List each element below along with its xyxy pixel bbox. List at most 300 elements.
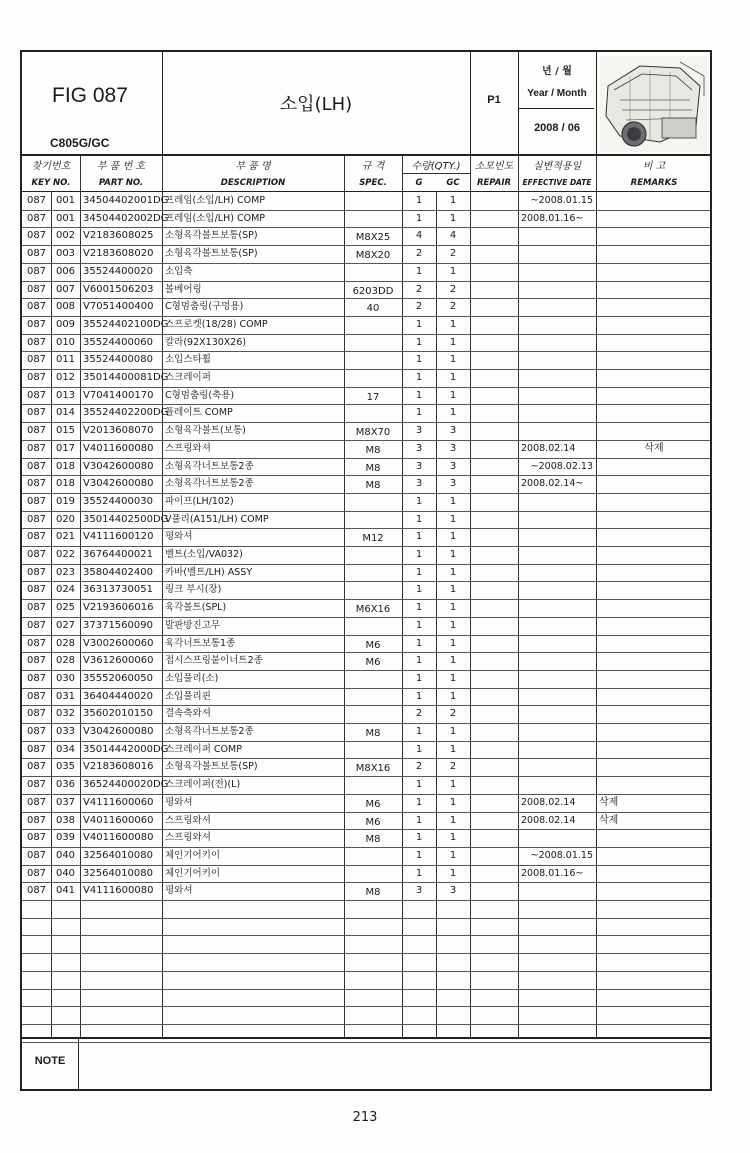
cell-eff: ~2008.01.15 xyxy=(530,195,593,206)
cell-g: 1 xyxy=(415,372,423,383)
cell-gc: 1 xyxy=(449,495,457,507)
cell-desc: 육각너트보통1종 xyxy=(165,637,236,649)
cell-desc: 평와셔 xyxy=(165,796,193,808)
cell-desc: 벨트(소입/VA032) xyxy=(165,549,243,560)
cell-part: V3002600060 xyxy=(83,637,154,649)
cell-gc: 1 xyxy=(449,265,457,277)
machine-thumbnail-image xyxy=(600,56,708,152)
cell-fig: 087 xyxy=(26,690,47,702)
cell-g: 1 xyxy=(415,549,423,560)
cell-desc: 소입풀리핀 xyxy=(165,690,211,702)
cell-gc: 1 xyxy=(449,336,457,348)
year-month-kr: 년 / 월 xyxy=(542,66,572,77)
cell-spec: M8X16 xyxy=(355,763,391,775)
cell-fig: 087 xyxy=(26,619,47,631)
issue-date: 2008 / 06 xyxy=(534,122,580,134)
cell-fig: 087 xyxy=(26,460,47,472)
cell-desc: 소입스타휠 xyxy=(165,354,211,366)
cell-part: 35524400020 xyxy=(83,265,153,277)
cell-part: V4111600120 xyxy=(83,531,154,543)
cell-fig: 087 xyxy=(26,885,47,897)
cell-g: 2 xyxy=(415,761,423,773)
cell-key: 013 xyxy=(55,389,76,401)
cell-key: 025 xyxy=(55,602,76,614)
col-spec-en: SPEC. xyxy=(359,178,387,188)
cell-part: V3042600080 xyxy=(83,460,154,472)
col-spec-kr: 규 격 xyxy=(361,161,385,172)
cell-desc: 스크레이퍼(전)(L) xyxy=(165,779,241,791)
cell-key: 040 xyxy=(55,867,76,879)
cell-g: 1 xyxy=(415,867,423,879)
cell-key: 008 xyxy=(55,301,76,313)
cell-desc: 카바(벨트/LH) ASSY xyxy=(165,566,253,578)
cell-fig: 087 xyxy=(26,301,47,313)
header-block xyxy=(20,50,712,156)
cell-gc: 1 xyxy=(449,513,457,525)
cell-gc: 1 xyxy=(449,389,457,401)
cell-key: 024 xyxy=(55,584,76,596)
cell-fig: 087 xyxy=(26,832,47,844)
col-key-en: KEY NO. xyxy=(31,178,71,188)
cell-spec: M8 xyxy=(365,480,381,492)
cell-part: V7041400170 xyxy=(83,389,154,401)
cell-fig: 087 xyxy=(26,336,47,348)
cell-key: 030 xyxy=(55,672,76,684)
cell-gc: 1 xyxy=(449,318,457,330)
cell-desc: 스프로켓(18/28) COMP xyxy=(165,318,268,330)
cell-desc: 발판방진고무 xyxy=(165,619,221,631)
cell-part: V4011600080 xyxy=(83,442,154,454)
cell-desc: 스크레이퍼 COMP xyxy=(165,743,242,755)
cell-gc: 1 xyxy=(449,584,457,596)
cell-gc: 4 xyxy=(449,230,457,242)
cell-fig: 087 xyxy=(26,425,47,437)
cell-key: 031 xyxy=(55,690,76,702)
cell-part: V2013608070 xyxy=(83,425,154,437)
cell-fig: 087 xyxy=(26,549,47,560)
cell-part: V2183608025 xyxy=(83,230,154,242)
cell-desc: C형멈춤링(구멍용) xyxy=(165,301,244,313)
cell-key: 010 xyxy=(55,336,76,348)
cell-part: V4011600080 xyxy=(83,832,154,844)
cell-key: 032 xyxy=(55,708,76,720)
col-key-kr: 찾기번호 xyxy=(31,161,71,172)
cell-g: 3 xyxy=(415,442,423,454)
cell-spec: 6203DD xyxy=(352,285,394,297)
cell-spec: M12 xyxy=(362,533,384,545)
cell-part: 35524400060 xyxy=(83,336,153,348)
cell-gc: 1 xyxy=(449,637,457,649)
cell-part: 34504402001DG xyxy=(83,195,169,206)
cell-gc: 1 xyxy=(449,372,457,383)
cell-desc: 소형육각볼트보통(SP) xyxy=(165,248,258,260)
cell-fig: 087 xyxy=(26,372,47,383)
page-code: P1 xyxy=(487,94,501,106)
cell-fig: 087 xyxy=(26,637,47,649)
cell-gc: 1 xyxy=(449,407,457,419)
cell-fig: 087 xyxy=(26,318,47,330)
cell-spec: 40 xyxy=(366,303,380,315)
cell-part: V4011600060 xyxy=(83,814,154,826)
cell-spec: M6 xyxy=(365,657,381,669)
cell-desc: 프레임(소입/LH) COMP xyxy=(165,195,265,206)
cell-g: 4 xyxy=(415,230,423,242)
parts-table xyxy=(20,156,712,1039)
cell-spec: 17 xyxy=(366,391,380,403)
cell-part: 35014442000DG xyxy=(83,743,169,755)
cell-desc: 소형육각볼트보통(SP) xyxy=(165,230,258,242)
cell-part: 36764400021 xyxy=(83,549,153,560)
cell-fig: 087 xyxy=(26,584,47,596)
cell-desc: 칼라(92X130X26) xyxy=(165,336,247,348)
cell-fig: 087 xyxy=(26,867,47,879)
cell-part: 36313730051 xyxy=(83,584,153,596)
cell-fig: 087 xyxy=(26,389,47,401)
cell-g: 1 xyxy=(415,849,423,861)
cell-desc: 스프링와셔 xyxy=(165,832,211,844)
cell-g: 3 xyxy=(415,885,423,897)
cell-fig: 087 xyxy=(26,478,47,490)
fig-number: FIG 087 xyxy=(52,84,128,107)
cell-fig: 087 xyxy=(26,743,47,755)
cell-rem: 삭제 xyxy=(599,814,619,826)
cell-key: 001 xyxy=(55,212,76,224)
cell-g: 1 xyxy=(415,566,423,578)
cell-fig: 087 xyxy=(26,761,47,773)
cell-spec: M8 xyxy=(365,887,381,899)
cell-g: 1 xyxy=(415,354,423,366)
cell-part: 35014402500DG xyxy=(83,513,169,525)
cell-gc: 1 xyxy=(449,602,457,614)
cell-g: 3 xyxy=(415,425,423,437)
cell-key: 023 xyxy=(55,566,76,578)
cell-gc: 3 xyxy=(449,460,457,472)
cell-part: 35804402400 xyxy=(83,566,153,578)
cell-gc: 1 xyxy=(449,566,457,578)
cell-desc: 결속축와셔 xyxy=(165,708,211,720)
cell-key: 028 xyxy=(55,637,76,649)
page-title: 소입(LH) xyxy=(279,94,353,115)
cell-gc: 2 xyxy=(449,248,457,260)
col-eff-en: EFFECTIVE DATE xyxy=(522,178,592,187)
cell-gc: 3 xyxy=(449,478,457,490)
col-eff-kr: 실변적용일 xyxy=(532,161,582,172)
cell-key: 018 xyxy=(55,478,76,490)
cell-eff: 2008.01.16~ xyxy=(521,867,584,879)
year-month-en: Year / Month xyxy=(527,88,587,99)
cell-part: 37371560090 xyxy=(83,619,153,631)
cell-part: V7051400400 xyxy=(83,301,154,313)
cell-fig: 087 xyxy=(26,779,47,791)
cell-gc: 1 xyxy=(449,619,457,631)
cell-key: 039 xyxy=(55,832,76,844)
cell-gc: 1 xyxy=(449,867,457,879)
cell-key: 037 xyxy=(55,796,76,808)
cell-gc: 2 xyxy=(449,708,457,720)
cell-key: 018 xyxy=(55,460,76,472)
cell-spec: M8 xyxy=(365,728,381,739)
cell-key: 020 xyxy=(55,513,76,525)
cell-g: 1 xyxy=(415,619,423,631)
cell-key: 041 xyxy=(55,885,76,897)
cell-spec: M6 xyxy=(365,798,381,810)
cell-part: V2193606016 xyxy=(83,602,154,614)
cell-gc: 1 xyxy=(449,195,457,206)
cell-part: 35014400081DG xyxy=(83,372,169,383)
cell-gc: 1 xyxy=(449,354,457,366)
cell-gc: 2 xyxy=(449,761,457,773)
cell-part: V3042600080 xyxy=(83,726,154,737)
cell-part: V3042600080 xyxy=(83,478,154,490)
cell-g: 1 xyxy=(415,584,423,596)
col-desc-en: DESCRIPTION xyxy=(220,178,286,188)
cell-part: 35524400080 xyxy=(83,354,153,366)
cell-desc: 평와셔 xyxy=(165,885,193,897)
cell-key: 017 xyxy=(55,442,76,454)
cell-eff: ~2008.02.13 xyxy=(530,460,593,472)
cell-gc: 1 xyxy=(449,655,457,667)
cell-key: 014 xyxy=(55,407,76,419)
cell-key: 021 xyxy=(55,531,76,543)
cell-eff: 2008.02.14~ xyxy=(521,478,584,490)
cell-desc: 스프링와셔 xyxy=(165,814,211,826)
cell-part: 35524400030 xyxy=(83,495,153,507)
cell-fig: 087 xyxy=(26,407,47,419)
cell-key: 022 xyxy=(55,549,76,560)
cell-fig: 087 xyxy=(26,230,47,242)
cell-g: 2 xyxy=(415,301,423,313)
col-qty-gc: GC xyxy=(446,178,460,188)
cell-spec: M8 xyxy=(365,462,381,474)
cell-desc: 접시스프링붙이너트2종 xyxy=(165,655,263,667)
cell-spec: M6 xyxy=(365,816,381,828)
cell-eff: 2008.01.16~ xyxy=(521,212,584,224)
cell-spec: M6 xyxy=(365,639,381,651)
cell-gc: 1 xyxy=(449,814,457,826)
cell-g: 1 xyxy=(415,265,423,277)
cell-rem: 삭제 xyxy=(644,442,664,454)
cell-fig: 087 xyxy=(26,495,47,507)
col-rem-kr: 비 고 xyxy=(642,161,666,172)
cell-fig: 087 xyxy=(26,513,47,525)
cell-fig: 087 xyxy=(26,354,47,366)
cell-gc: 1 xyxy=(449,672,457,684)
col-desc-kr: 부 품 명 xyxy=(235,161,271,172)
cell-gc: 1 xyxy=(449,690,457,702)
cell-eff: 2008.02.14 xyxy=(521,442,576,454)
cell-part: V4111600060 xyxy=(83,796,154,808)
cell-key: 009 xyxy=(55,318,76,330)
cell-g: 1 xyxy=(415,389,423,401)
cell-desc: 스프링와셔 xyxy=(165,442,211,454)
cell-gc: 1 xyxy=(449,743,457,755)
cell-part: 35552060050 xyxy=(83,672,153,684)
cell-gc: 1 xyxy=(449,779,457,791)
cell-eff: ~2008.01.15 xyxy=(530,849,593,861)
cell-fig: 087 xyxy=(26,655,47,667)
cell-desc: 프레임(소입/LH) COMP xyxy=(165,212,265,224)
col-qty-g: G xyxy=(415,178,423,188)
cell-key: 028 xyxy=(55,655,76,667)
cell-key: 011 xyxy=(55,354,76,366)
cell-key: 036 xyxy=(55,779,76,791)
cell-desc: V풀리(A151/LH) COMP xyxy=(165,513,269,525)
cell-key: 019 xyxy=(55,495,76,507)
cell-spec: M8X70 xyxy=(355,427,391,439)
cell-gc: 3 xyxy=(449,885,457,897)
cell-g: 1 xyxy=(415,726,423,737)
cell-key: 027 xyxy=(55,619,76,631)
cell-g: 2 xyxy=(415,283,423,295)
cell-eff: 2008.02.14 xyxy=(521,796,576,808)
cell-desc: 체인기어키이 xyxy=(165,867,221,879)
cell-fig: 087 xyxy=(26,442,47,454)
cell-gc: 1 xyxy=(449,531,457,543)
cell-key: 035 xyxy=(55,761,76,773)
cell-fig: 087 xyxy=(26,248,47,260)
cell-part: 36524400020DG xyxy=(83,779,169,791)
cell-key: 040 xyxy=(55,849,76,861)
cell-desc: 스크레이퍼 xyxy=(165,372,211,383)
cell-desc: 소형육각너트보통2종 xyxy=(165,726,254,737)
cell-g: 1 xyxy=(415,796,423,808)
cell-g: 1 xyxy=(415,495,423,507)
cell-eff: 2008.02.14 xyxy=(521,814,576,826)
cell-desc: 평와셔 xyxy=(165,531,193,543)
col-rem-en: REMARKS xyxy=(630,178,678,188)
cell-gc: 1 xyxy=(449,212,457,224)
cell-g: 1 xyxy=(415,743,423,755)
cell-gc: 3 xyxy=(449,425,457,437)
cell-spec: M8X20 xyxy=(355,250,391,262)
cell-desc: 소입풀리(소) xyxy=(165,672,219,684)
cell-fig: 087 xyxy=(26,672,47,684)
cell-g: 1 xyxy=(415,195,423,206)
cell-g: 1 xyxy=(415,672,423,684)
cell-fig: 087 xyxy=(26,195,47,206)
cell-fig: 087 xyxy=(26,796,47,808)
cell-part: V2183608016 xyxy=(83,761,154,773)
cell-gc: 2 xyxy=(449,301,457,313)
cell-desc: 소형육각너트보통2종 xyxy=(165,478,254,490)
col-repair-kr: 소모빈도 xyxy=(474,161,514,172)
cell-spec: M8 xyxy=(365,834,381,846)
cell-key: 007 xyxy=(55,283,76,295)
cell-key: 034 xyxy=(55,743,76,755)
cell-gc: 2 xyxy=(449,283,457,295)
cell-desc: 링크 부시(장) xyxy=(165,584,222,596)
cell-g: 1 xyxy=(415,814,423,826)
cell-spec: M6X16 xyxy=(355,604,391,616)
cell-gc: 1 xyxy=(449,549,457,560)
cell-spec: M8 xyxy=(365,444,381,456)
cell-part: 32564010080 xyxy=(83,849,153,861)
cell-g: 1 xyxy=(415,407,423,419)
cell-desc: 파이프(LH/102) xyxy=(165,495,234,507)
cell-fig: 087 xyxy=(26,602,47,614)
model-code: C805G/GC xyxy=(50,136,110,150)
cell-g: 1 xyxy=(415,779,423,791)
cell-key: 002 xyxy=(55,230,76,242)
cell-desc: 소형육각너트보통2종 xyxy=(165,460,254,472)
col-part-kr: 부 품 번 호 xyxy=(96,161,146,172)
cell-key: 003 xyxy=(55,248,76,260)
cell-g: 3 xyxy=(415,478,423,490)
cell-g: 1 xyxy=(415,832,423,844)
cell-fig: 087 xyxy=(26,814,47,826)
cell-part: 34504402002DG xyxy=(83,212,169,224)
cell-g: 1 xyxy=(415,531,423,543)
cell-part: 36404440020 xyxy=(83,690,153,702)
cell-fig: 087 xyxy=(26,566,47,578)
cell-part: 35524402200DG xyxy=(83,407,169,419)
cell-gc: 1 xyxy=(449,832,457,844)
cell-g: 1 xyxy=(415,602,423,614)
cell-g: 1 xyxy=(415,318,423,330)
cell-gc: 1 xyxy=(449,849,457,861)
cell-desc: 소입축 xyxy=(165,265,193,277)
cell-rem: 삭제 xyxy=(599,796,619,808)
note-section xyxy=(20,1039,712,1091)
page-number: 213 xyxy=(352,1110,378,1125)
col-repair-en: REPAIR xyxy=(476,178,512,188)
cell-fig: 087 xyxy=(26,726,47,737)
cell-desc: 볼베어링 xyxy=(165,283,202,295)
cell-g: 1 xyxy=(415,513,423,525)
cell-part: 35524402100DG xyxy=(83,318,169,330)
cell-desc: C형멈춤링(축용) xyxy=(165,389,235,401)
cell-desc: 육각볼트(SPL) xyxy=(165,602,227,614)
cell-part: V3612600060 xyxy=(83,655,154,667)
cell-g: 1 xyxy=(415,690,423,702)
cell-desc: 소형육각볼트(보통) xyxy=(165,425,246,437)
cell-g: 3 xyxy=(415,460,423,472)
cell-gc: 1 xyxy=(449,796,457,808)
col-qty-kr: 수량(QTY.) xyxy=(411,161,461,172)
cell-key: 001 xyxy=(55,195,76,206)
note-label: NOTE xyxy=(34,1055,66,1067)
cell-gc: 1 xyxy=(449,726,457,737)
cell-fig: 087 xyxy=(26,849,47,861)
cell-key: 038 xyxy=(55,814,76,826)
cell-fig: 087 xyxy=(26,708,47,720)
cell-key: 033 xyxy=(55,726,76,737)
cell-key: 012 xyxy=(55,372,76,383)
cell-g: 1 xyxy=(415,336,423,348)
cell-part: V6001506203 xyxy=(83,283,154,295)
cell-spec: M8X25 xyxy=(355,232,391,244)
cell-g: 2 xyxy=(415,708,423,720)
cell-fig: 087 xyxy=(26,531,47,543)
cell-part: V2183608020 xyxy=(83,248,154,260)
cell-key: 015 xyxy=(55,425,76,437)
cell-desc: 플레이트 COMP xyxy=(165,407,233,419)
cell-fig: 087 xyxy=(26,283,47,295)
cell-fig: 087 xyxy=(26,265,47,277)
cell-desc: 체인기어키이 xyxy=(165,849,221,861)
cell-desc: 소형육각볼트보통(SP) xyxy=(165,761,258,773)
cell-part: V4111600080 xyxy=(83,885,154,897)
cell-g: 1 xyxy=(415,637,423,649)
cell-g: 1 xyxy=(415,212,423,224)
col-part-en: PART NO. xyxy=(98,178,144,188)
cell-part: 35602010150 xyxy=(83,708,153,720)
cell-g: 1 xyxy=(415,655,423,667)
cell-fig: 087 xyxy=(26,212,47,224)
cell-key: 006 xyxy=(55,265,76,277)
cell-part: 32564010080 xyxy=(83,867,153,879)
cell-gc: 3 xyxy=(449,442,457,454)
